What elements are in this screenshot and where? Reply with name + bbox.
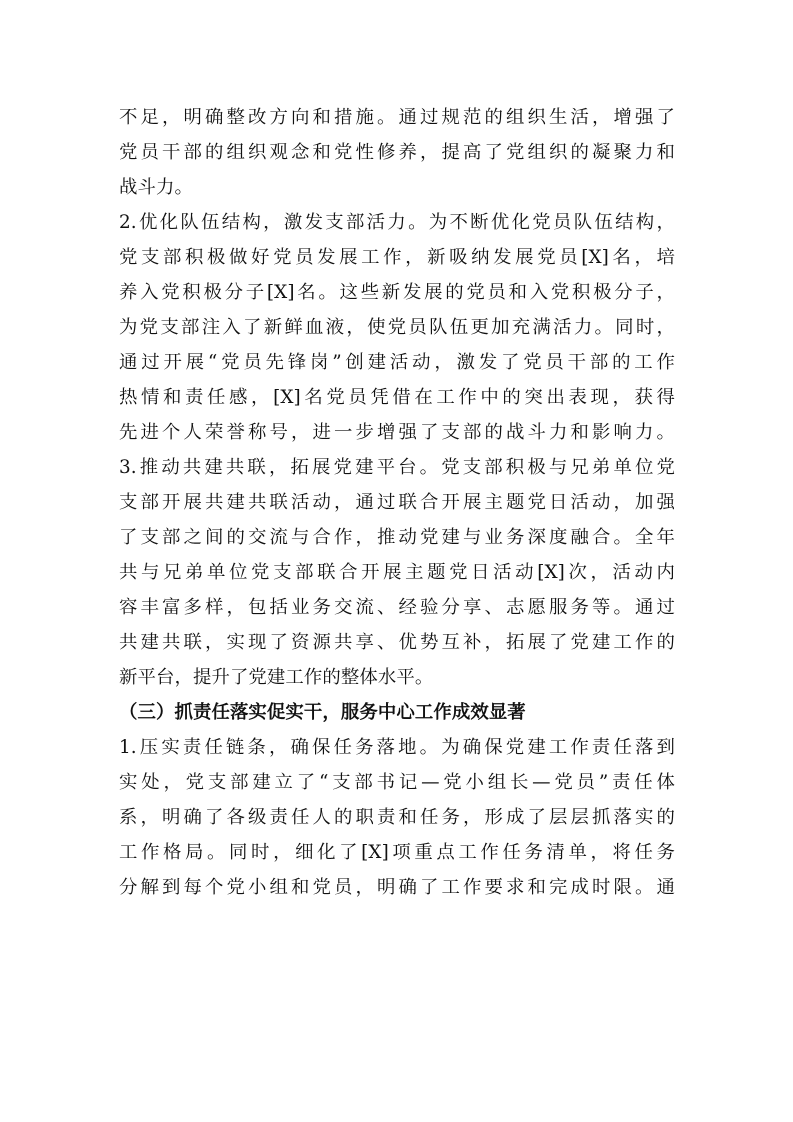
text-line-8: 通过开展“党员先锋岗”创建活动，激发了党员干部的工作 [119,352,675,373]
text-line-13: 了支部之间的交流与合作，推动党建与业务深度融合。全年 [119,527,675,548]
text-line-5: 党支部积极做好党员发展工作，新吸纳发展党员[X]名，培 [119,247,675,268]
text-line-21: 系，明确了各级责任人的职责和任务，形成了层层抓落实的 [119,807,675,828]
text-line-4: 2.优化队伍结构，激发支部活力。为不断优化党员队伍结构， [119,212,675,233]
text-line-12: 支部开展共建共联活动，通过联合开展主题党日活动，加强 [119,492,675,513]
text-line-20: 实处，党支部建立了“支部书记—党小组长—党员”责任体 [119,772,675,793]
text-line-7: 为党支部注入了新鲜血液，使党员队伍更加充满活力。同时， [119,317,675,338]
text-line-16: 共建共联，实现了资源共享、优势互补，拓展了党建工作的 [119,632,675,653]
text-line-2: 党员干部的组织观念和党性修养，提高了党组织的凝聚力和 [119,142,675,163]
text-line-22: 工作格局。同时，细化了[X]项重点工作任务清单，将任务 [119,842,675,863]
text-line-11: 3.推动共建共联，拓展党建平台。党支部积极与兄弟单位党 [119,457,675,478]
text-line-15: 容丰富多样，包括业务交流、经验分享、志愿服务等。通过 [119,597,675,618]
text-line-19: 1.压实责任链条，确保任务落地。为确保党建工作责任落到 [119,737,675,758]
text-line-3: 战斗力。 [119,177,193,198]
text-line-6: 养入党积极分子[X]名。这些新发展的党员和入党积极分子， [119,282,675,303]
text-line-1: 不足，明确整改方向和措施。通过规范的组织生活，增强了 [119,107,675,128]
text-line-10: 先进个人荣誉称号，进一步增强了支部的战斗力和影响力。 [119,422,675,443]
text-line-9: 热情和责任感，[X]名党员凭借在工作中的突出表现，获得 [119,387,675,408]
section-heading: （三）抓责任落实促实干，服务中心工作成效显著 [119,702,526,723]
document-page [119,100,675,905]
text-line-23: 分解到每个党小组和党员，明确了工作要求和完成时限。通 [119,877,675,898]
text-line-17: 新平台，提升了党建工作的整体水平。 [119,667,434,688]
text-line-14: 共与兄弟单位党支部联合开展主题党日活动[X]次，活动内 [119,562,675,583]
